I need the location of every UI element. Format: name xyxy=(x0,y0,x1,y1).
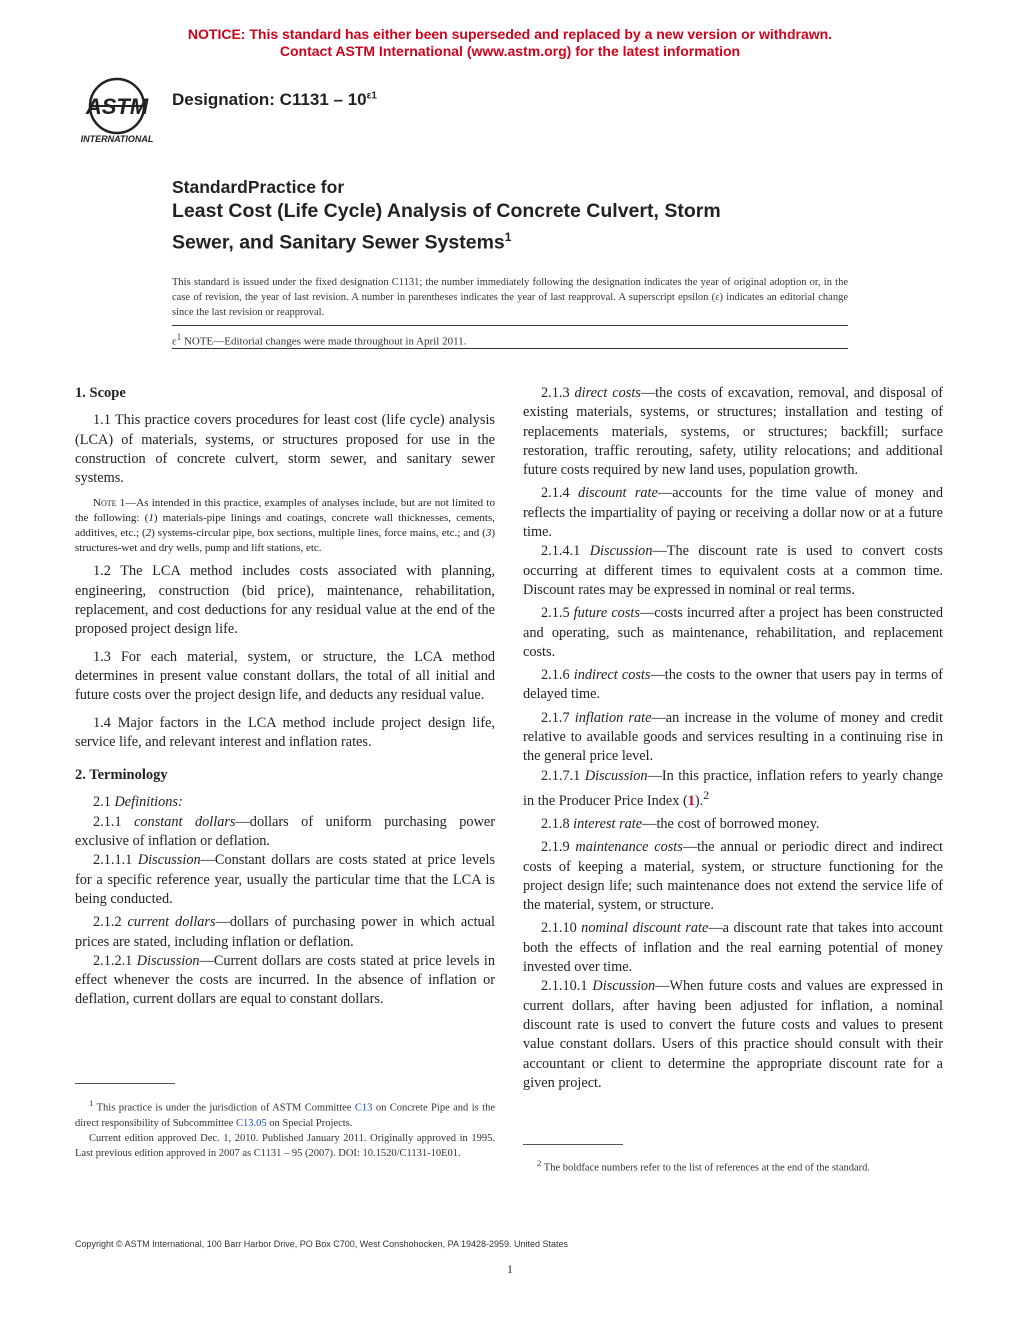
para-2-1-10-term: nominal discount rate xyxy=(581,920,709,937)
para-2-1-num: 2.1 xyxy=(93,794,115,811)
designation xyxy=(172,90,377,110)
editorial-note-text: NOTE—Editorial changes were made throughout in April 2011. xyxy=(181,335,467,348)
footnote-1-marker: 1 xyxy=(89,1098,94,1108)
editorial-note xyxy=(172,332,466,348)
note-1-num-2: 2 xyxy=(145,527,152,540)
para-2-1-2-term: current dollars xyxy=(127,914,216,931)
para-2-1-3-term: direct costs xyxy=(574,385,641,401)
title-line-3: Sewer, and Sanitary Sewer Systems xyxy=(172,231,505,254)
para-2-1-6-def: —the costs to the owner that users pay in terms of delayed time. xyxy=(523,667,944,703)
para-2-1-1-num: 2.1.1 xyxy=(93,813,135,830)
para-1-1: 1.1 This practice covers procedures for least cost (life cycle) analysis (LCA) of materials, systems, or structures proposed for use in the construction of concrete culvert, storm sewer, and sanitary sewer systems. xyxy=(75,412,495,487)
para-2-1-1-term: constant dollars xyxy=(134,813,236,830)
para-2-1-1 xyxy=(75,813,495,852)
intro-paragraph: This standard is issued under the fixed designation C1131; the number immediately following the designation indicates the year of original adoption or, in the case of revision, the year of last revision. A number in parentheses indicates the year of last reapproval. A superscript epsilon (ε) indicates an editorial change since the last revision or reapproval. xyxy=(172,277,848,318)
para-2-1-2-1-def: —Current dollars are costs stated at price levels in effect whenever the costs are incurred. In the absence of inflation or deflation, current dollars are equal to constant dollars. xyxy=(75,952,495,1008)
withdrawal-notice xyxy=(0,26,1020,60)
notice-line-1: NOTICE: This standard has either been superseded and replaced by a new version or withdrawn. xyxy=(187,26,833,42)
footnote-1-para-2: Current edition approved Dec. 1, 2010. Published January 2011. Originally approved in 1995. Last previous edition approved in 2007 as C1131 – 95 (2007). DOI: 10.1520/C1131-10E01. xyxy=(75,1132,495,1159)
para-2-1-4-1-def: —The discount rate is used to convert costs occurring at different times to equivalent costs at a common time. Discount rates may be expressed in nominal or real terms. xyxy=(523,543,943,598)
copyright-line: Copyright © ASTM International, 100 Barr Harbor Drive, PO Box C700, West Conshohocken, PA 19428-2959. United States xyxy=(75,1239,569,1249)
footnote-divider-left xyxy=(75,1083,175,1084)
epsilon-sup: 1 xyxy=(176,332,182,342)
note-1-text-c: ) systems-circular pipe, box sections, multiple lines, force mains, etc.; and ( xyxy=(151,527,486,540)
para-2-1-4-num: 2.1.4 xyxy=(541,485,578,502)
para-2-1-4-term: discount rate xyxy=(578,485,658,502)
para-2-1-10-def: —a discount rate that takes into account both the effects of inflation and the real earning potential of money invested over time. xyxy=(523,920,943,976)
para-2-1-6 xyxy=(523,666,943,705)
footnote-2-para xyxy=(523,1156,943,1176)
subcommittee-c13-05-link[interactable]: C13.05 xyxy=(235,1117,267,1129)
para-2-1-7-1-def: —In this practice, inflation refers to yearly change in the Producer Price Index ( xyxy=(523,767,943,809)
para-2-1-1-1-num: 2.1.1.1 xyxy=(93,852,138,869)
para-2-1-3 xyxy=(523,384,943,480)
para-2-1-6-term: indirect costs xyxy=(573,667,651,684)
para-2-1-2-num: 2.1.2 xyxy=(93,914,128,931)
para-2-1-8-def: —the cost of borrowed money. xyxy=(642,816,820,832)
para-2-1-2-1 xyxy=(75,952,495,1010)
para-2-1-5-def: —costs incurred after a project has been constructed and operating, such as maintenance, rehabilitation, and replacement costs. xyxy=(523,605,944,660)
title-line-3-wrap xyxy=(172,224,872,256)
para-1-3: 1.3 For each material, system, or structure, the LCA method determines in present value constant dollars, the total of all initial and future costs over the project design life, and deducts any residual value. xyxy=(75,648,495,704)
para-2-1 xyxy=(75,793,495,812)
para-2-1-4 xyxy=(523,484,943,542)
para-2-1-10-1-term: Discussion xyxy=(592,978,656,995)
footnote-2-marker: 2 xyxy=(703,787,710,802)
para-2-1-2-def: —dollars of purchasing power in which actual prices are stated, including inflation or deflation. xyxy=(75,914,496,950)
divider-top xyxy=(172,325,848,326)
scope-heading: 1. Scope xyxy=(75,385,126,401)
para-2-1-4-def: —accounts for the time value of money and reflects the impartiality of paying or receiving a dollar now or at a future time. xyxy=(523,485,943,541)
committee-c13-link[interactable]: C13 xyxy=(354,1102,373,1114)
footnote-1 xyxy=(75,1096,495,1161)
para-2-1-1-1-term: Discussion xyxy=(137,852,201,869)
para-2-1-7-1-term: Discussion xyxy=(584,767,648,784)
designation-epsilon: ε1 xyxy=(366,90,377,102)
title-line-1: StandardPractice for xyxy=(172,177,345,197)
footnote-divider-right xyxy=(523,1144,623,1145)
para-2-1-5-term: future costs xyxy=(573,605,640,622)
note-1-text-a: —As intended in this practice, examples of analyses include, but are not limited to the following: ( xyxy=(75,497,495,525)
para-2-1-term: Definitions: xyxy=(114,794,183,811)
footnote-1-para-1 xyxy=(75,1096,495,1131)
note-1-text-d: ) structures-wet and dry wells, pump and lift stations, etc. xyxy=(75,527,495,555)
logo-subtext: INTERNATIONAL xyxy=(80,134,154,144)
note-1-num-3: 3 xyxy=(485,527,492,540)
para-2-1-4-1 xyxy=(523,542,943,600)
title-line-2: Least Cost (Life Cycle) Analysis of Concrete Culvert, Storm xyxy=(172,200,721,222)
para-2-1-8-term: interest rate xyxy=(573,816,643,832)
para-2-1-7-1 xyxy=(523,767,943,811)
para-2-1-7-term: inflation rate xyxy=(574,709,652,726)
para-2-1-7-def: —an increase in the volume of money and credit relative to available goods and services resulting in a continuing rise in the general price level. xyxy=(523,709,943,765)
para-2-1-1-def: —dollars of uniform purchasing power exclusive of inflation or deflation. xyxy=(75,813,495,850)
note-1 xyxy=(75,496,495,556)
note-1-text-b: ) materials-pipe linings and coatings, concrete wall thicknesses, cements, additives, etc.; ( xyxy=(75,512,496,540)
para-2-1-7-1-num: 2.1.7.1 xyxy=(541,767,585,784)
footnote-2-text: The boldface numbers refer to the list of references at the end of the standard. xyxy=(541,1162,871,1174)
para-2-1-4-1-num: 2.1.4.1 xyxy=(541,543,590,560)
para-2-1-7-1-end: ). xyxy=(694,792,704,809)
para-2-1-5-num: 2.1.5 xyxy=(541,605,574,622)
reference-link-1[interactable]: 1 xyxy=(687,792,695,809)
para-2-1-1-1-def: —Constant dollars are costs stated at price levels for a specific reference year, usually the particular time that the LCA is being conducted. xyxy=(75,852,496,907)
para-2-1-10-1-def: —When future costs and values are expressed in current dollars, after having been adjusted for inflation, a nominal discount rate is used to convert the future costs and values to present value constant dollars. Users of this practice should consult with their accountant or client to determine the appropriate discount rate for a given project. xyxy=(523,978,943,1091)
para-2-1-5 xyxy=(523,604,943,662)
para-2-1-8 xyxy=(523,815,943,834)
footnote-2 xyxy=(523,1156,943,1176)
para-2-1-9-term: maintenance costs xyxy=(575,839,683,856)
para-2-1-3-num: 2.1.3 xyxy=(541,385,575,401)
para-2-1-10-num: 2.1.10 xyxy=(541,920,582,937)
left-column xyxy=(75,384,495,1010)
para-1-2: 1.2 The LCA method includes costs associated with planning, engineering, construction (bid price), maintenance, rehabilitation, replacement, and cost deductions for any residual value at the end of the proposed project design life. xyxy=(75,563,495,638)
page-number: 1 xyxy=(507,1262,513,1276)
epsilon-mark: ε xyxy=(172,335,177,348)
para-2-1-2 xyxy=(75,913,495,952)
title-footnote-marker: 1 xyxy=(504,230,512,244)
notice-line-2: Contact ASTM International (www.astm.org) for the latest information xyxy=(279,43,741,59)
para-2-1-4-1-term: Discussion xyxy=(589,543,653,560)
para-2-1-2-1-term: Discussion xyxy=(136,952,200,969)
para-2-1-10 xyxy=(523,919,943,977)
para-2-1-7 xyxy=(523,709,943,767)
right-column xyxy=(523,384,943,1093)
para-1-4: 1.4 Major factors in the LCA method include project design life, service life, and relevant interest and inflation rates. xyxy=(75,714,495,750)
terminology-heading: 2. Terminology xyxy=(75,767,168,784)
astm-logo-graphic xyxy=(72,76,162,146)
para-2-1-7-num: 2.1.7 xyxy=(541,709,575,726)
footnote-1-text-a: This practice is under the jurisdiction of ASTM Committee xyxy=(93,1102,355,1114)
designation-label: Designation: C1131 – 10 xyxy=(172,90,367,109)
footnote-1-text-c: on Special Projects. xyxy=(266,1117,353,1129)
astm-logo xyxy=(72,76,162,146)
para-2-1-6-num: 2.1.6 xyxy=(541,667,574,684)
para-2-1-8-num: 2.1.8 xyxy=(541,816,574,832)
para-2-1-10-1 xyxy=(523,977,943,1093)
para-2-1-9-num: 2.1.9 xyxy=(541,839,576,856)
para-2-1-1-1 xyxy=(75,851,495,909)
note-1-label: Note 1 xyxy=(93,497,126,510)
footnote-2-number: 2 xyxy=(537,1158,542,1168)
para-2-1-3-def: —the costs of excavation, removal, and disposal of existing materials, systems, or structures; installation and testing of replacements materials, systems, or structures; backfill; surface restoration, traffic rerouting, safety, utility relocations; and additional future costs required by new land uses, population growth. xyxy=(523,385,943,479)
document-title xyxy=(172,176,872,256)
para-2-1-9 xyxy=(523,838,943,915)
para-2-1-2-1-num: 2.1.2.1 xyxy=(93,952,137,969)
logo-text: ASTM xyxy=(85,94,149,119)
divider-bottom xyxy=(172,348,848,349)
footnote-1-text-b: on Concrete Pipe and is the direct responsibility of Subcommittee xyxy=(75,1102,495,1129)
para-2-1-9-def: —the annual or periodic direct and indirect costs of keeping a material, system, or structure functioning for the project design life; such maintenance does not extend the service life of the material, system, or structure. xyxy=(523,839,944,914)
para-2-1-10-1-num: 2.1.10.1 xyxy=(541,978,593,995)
note-1-num-1: 1 xyxy=(148,512,154,525)
